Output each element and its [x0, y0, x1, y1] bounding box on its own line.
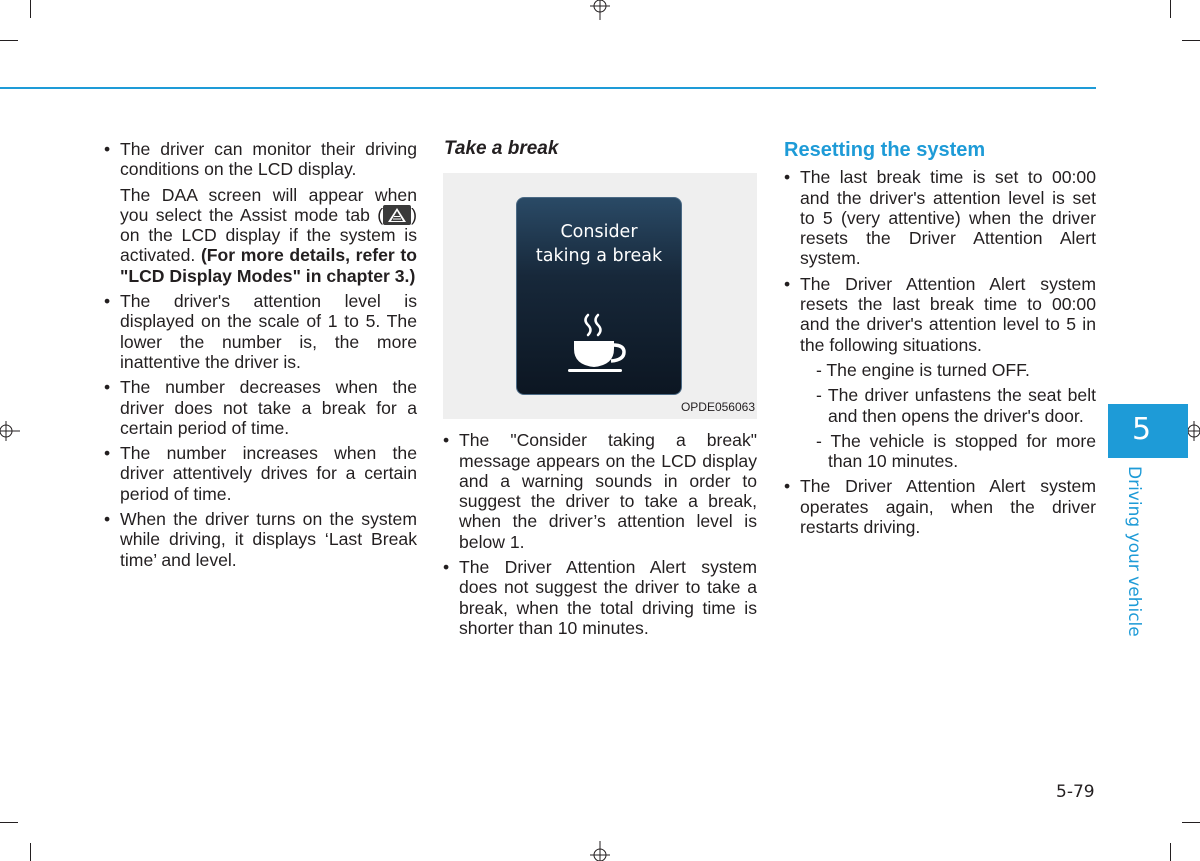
daa-text-part1: The DAA screen will appear when you select the Assist mode tab ( — [120, 184, 417, 225]
crop-mark — [0, 40, 18, 41]
lcd-line2: taking a break — [535, 246, 663, 267]
crop-mark — [1182, 822, 1200, 823]
bullet-operates-again: • The Driver Attention Alert system operates again, when the driver restarts driving. — [784, 476, 1096, 537]
bullet-no-suggestion: • The Driver Attention Alert system does not suggest the driver to take a break, when the total driving time is shorter than 10 minutes. — [443, 557, 757, 638]
chapter-reference: (For more details, refer to "LCD Display Modes" in chapter 3.) — [120, 245, 417, 286]
bullet-system-on: • When the driver turns on the system while driving, it displays ‘Last Break time’ and level. — [104, 509, 417, 570]
registration-mark-icon — [590, 0, 610, 20]
bullet-number-increases: • The number increases when the driver attentively drives for a certain period of time. — [104, 443, 417, 504]
coffee-cup-icon — [568, 311, 632, 381]
crop-mark — [1170, 843, 1171, 861]
section-heading-take-a-break: Take a break — [444, 138, 559, 159]
left-column — [104, 139, 417, 575]
page-number: 5-79 — [1056, 782, 1095, 802]
crop-mark — [1170, 0, 1171, 18]
crop-mark — [1182, 40, 1200, 41]
chapter-title-vertical — [1124, 466, 1148, 637]
lcd-figure — [443, 173, 757, 419]
bullet-attention-level: • The driver's attention level is displayed on the scale of 1 to 5. The lower the number is, the more inattentive the driver is. — [104, 291, 417, 372]
chapter-tab — [1108, 404, 1188, 458]
dash-engine-off: - The engine is turned OFF. — [816, 359, 1030, 380]
header-rule — [0, 87, 1096, 89]
chapter-number: 5 — [1132, 412, 1152, 447]
figure-code: OPDE056063 — [680, 400, 755, 414]
registration-mark-icon — [0, 421, 20, 441]
chapter-title: Driving your vehicle — [1124, 466, 1144, 637]
bullet-reset-situations: • The Driver Attention Alert system resets the last break time to 00:00 and the driver's attention level to 5 in the following situations. — [784, 274, 1096, 355]
crop-mark — [0, 822, 18, 823]
lcd-message — [517, 220, 681, 268]
middle-column — [443, 139, 757, 643]
bullet-reset-values: • The last break time is set to 00:00 and the driver's attention level is set to 5 (very attentive) when the driver resets the Driver Attention Alert system. — [784, 167, 1096, 268]
registration-mark-icon — [590, 841, 610, 861]
right-column — [784, 139, 1096, 542]
crop-mark — [30, 0, 31, 18]
lcd-line1: Consider — [560, 222, 638, 243]
daa-screen-paragraph — [104, 185, 417, 286]
dash-vehicle-stopped: - The vehicle is stopped for more than 10 minutes. — [816, 430, 1096, 472]
bullet-consider-break: • The "Consider taking a break" message appears on the LCD display and a warning sounds in order to suggest the driver to take a break, when the driver’s attention level is below 1. — [443, 430, 757, 552]
crop-mark — [30, 843, 31, 861]
lcd-display — [516, 197, 682, 395]
bullet-monitor: • The driver can monitor their driving conditions on the LCD display. — [104, 139, 417, 180]
bullet-number-decreases: • The number decreases when the driver does not take a break for a certain period of time. — [104, 377, 417, 438]
section-heading-resetting: Resetting the system — [784, 139, 986, 161]
dash-seat-belt: - The driver unfastens the seat belt and then opens the driver's door. — [816, 385, 1096, 426]
daa-text-part2: ) on the LCD display if the system is activated. — [120, 204, 417, 266]
assist-mode-icon — [383, 205, 411, 225]
